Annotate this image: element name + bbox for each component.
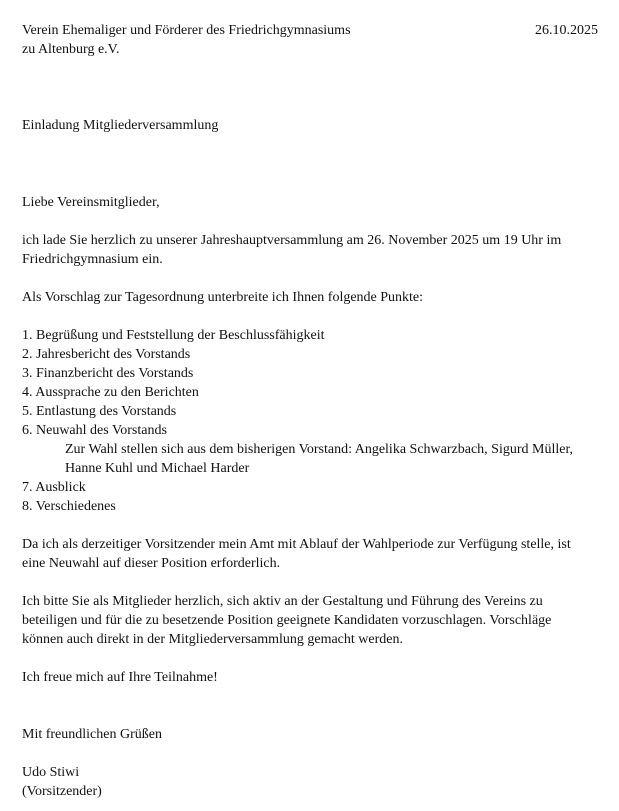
agenda-item-2: 2. Jahresbericht des Vorstands	[22, 347, 191, 362]
agenda-item-7: 7. Ausblick	[22, 480, 86, 495]
election-paragraph-line-1: Da ich als derzeitiger Vorsitzender mein Amt mit Ablauf der Wahlperiode zur Verfügung stelle, ist	[22, 537, 571, 552]
agenda-note-line-2: Hanne Kuhl und Michael Harder	[65, 461, 250, 476]
closing-note: Ich freue mich auf Ihre Teilnahme!	[22, 670, 218, 685]
signature-name: Udo Stiwi	[22, 765, 80, 780]
participation-paragraph-line-3: können auch direkt in der Mitgliederversammlung gemacht werden.	[22, 632, 403, 647]
participation-paragraph-line-1: Ich bitte Sie als Mitglieder herzlich, sich aktiv an der Gestaltung und Führung des Vereins zu	[22, 594, 543, 609]
intro-line-2: Friedrichgymnasium ein.	[22, 252, 163, 267]
participation-paragraph-line-2: beteiligen und für die zu besetzende Position geeignete Kandidaten vorzuschlagen. Vorschläge	[22, 613, 552, 628]
intro-line-1: ich lade Sie herzlich zu unserer Jahreshauptversammlung am 26. November 2025 um 19 Uhr im	[22, 233, 562, 248]
letter-date: 26.10.2025	[535, 23, 598, 38]
agenda-note-line-1: Zur Wahl stellen sich aus dem bisherigen Vorstand: Angelika Schwarzbach, Sigurd Müller,	[65, 442, 574, 457]
agenda-item-4: 4. Aussprache zu den Berichten	[22, 385, 199, 400]
letter-subject: Einladung Mitgliederversammlung	[22, 118, 219, 133]
election-paragraph-line-2: eine Neuwahl auf dieser Position erforderlich.	[22, 556, 281, 571]
agenda-item-3: 3. Finanzbericht des Vorstands	[22, 366, 194, 381]
agenda-item-1: 1. Begrüßung und Feststellung der Beschlussfähigkeit	[22, 328, 325, 343]
agenda-item-6: 6. Neuwahl des Vorstands	[22, 423, 167, 438]
sender-line-1: Verein Ehemaliger und Förderer des Friedrichgymnasiums	[22, 23, 351, 38]
agenda-item-5: 5. Entlastung des Vorstands	[22, 404, 177, 419]
agenda-intro: Als Vorschlag zur Tagesordnung unterbreite ich Ihnen folgende Punkte:	[22, 290, 424, 305]
sender-line-2: zu Altenburg e.V.	[22, 42, 120, 57]
closing: Mit freundlichen Grüßen	[22, 727, 162, 742]
salutation: Liebe Vereinsmitglieder,	[22, 195, 160, 210]
signature-role: (Vorsitzender)	[22, 784, 102, 799]
agenda-item-8: 8. Verschiedenes	[22, 499, 116, 514]
